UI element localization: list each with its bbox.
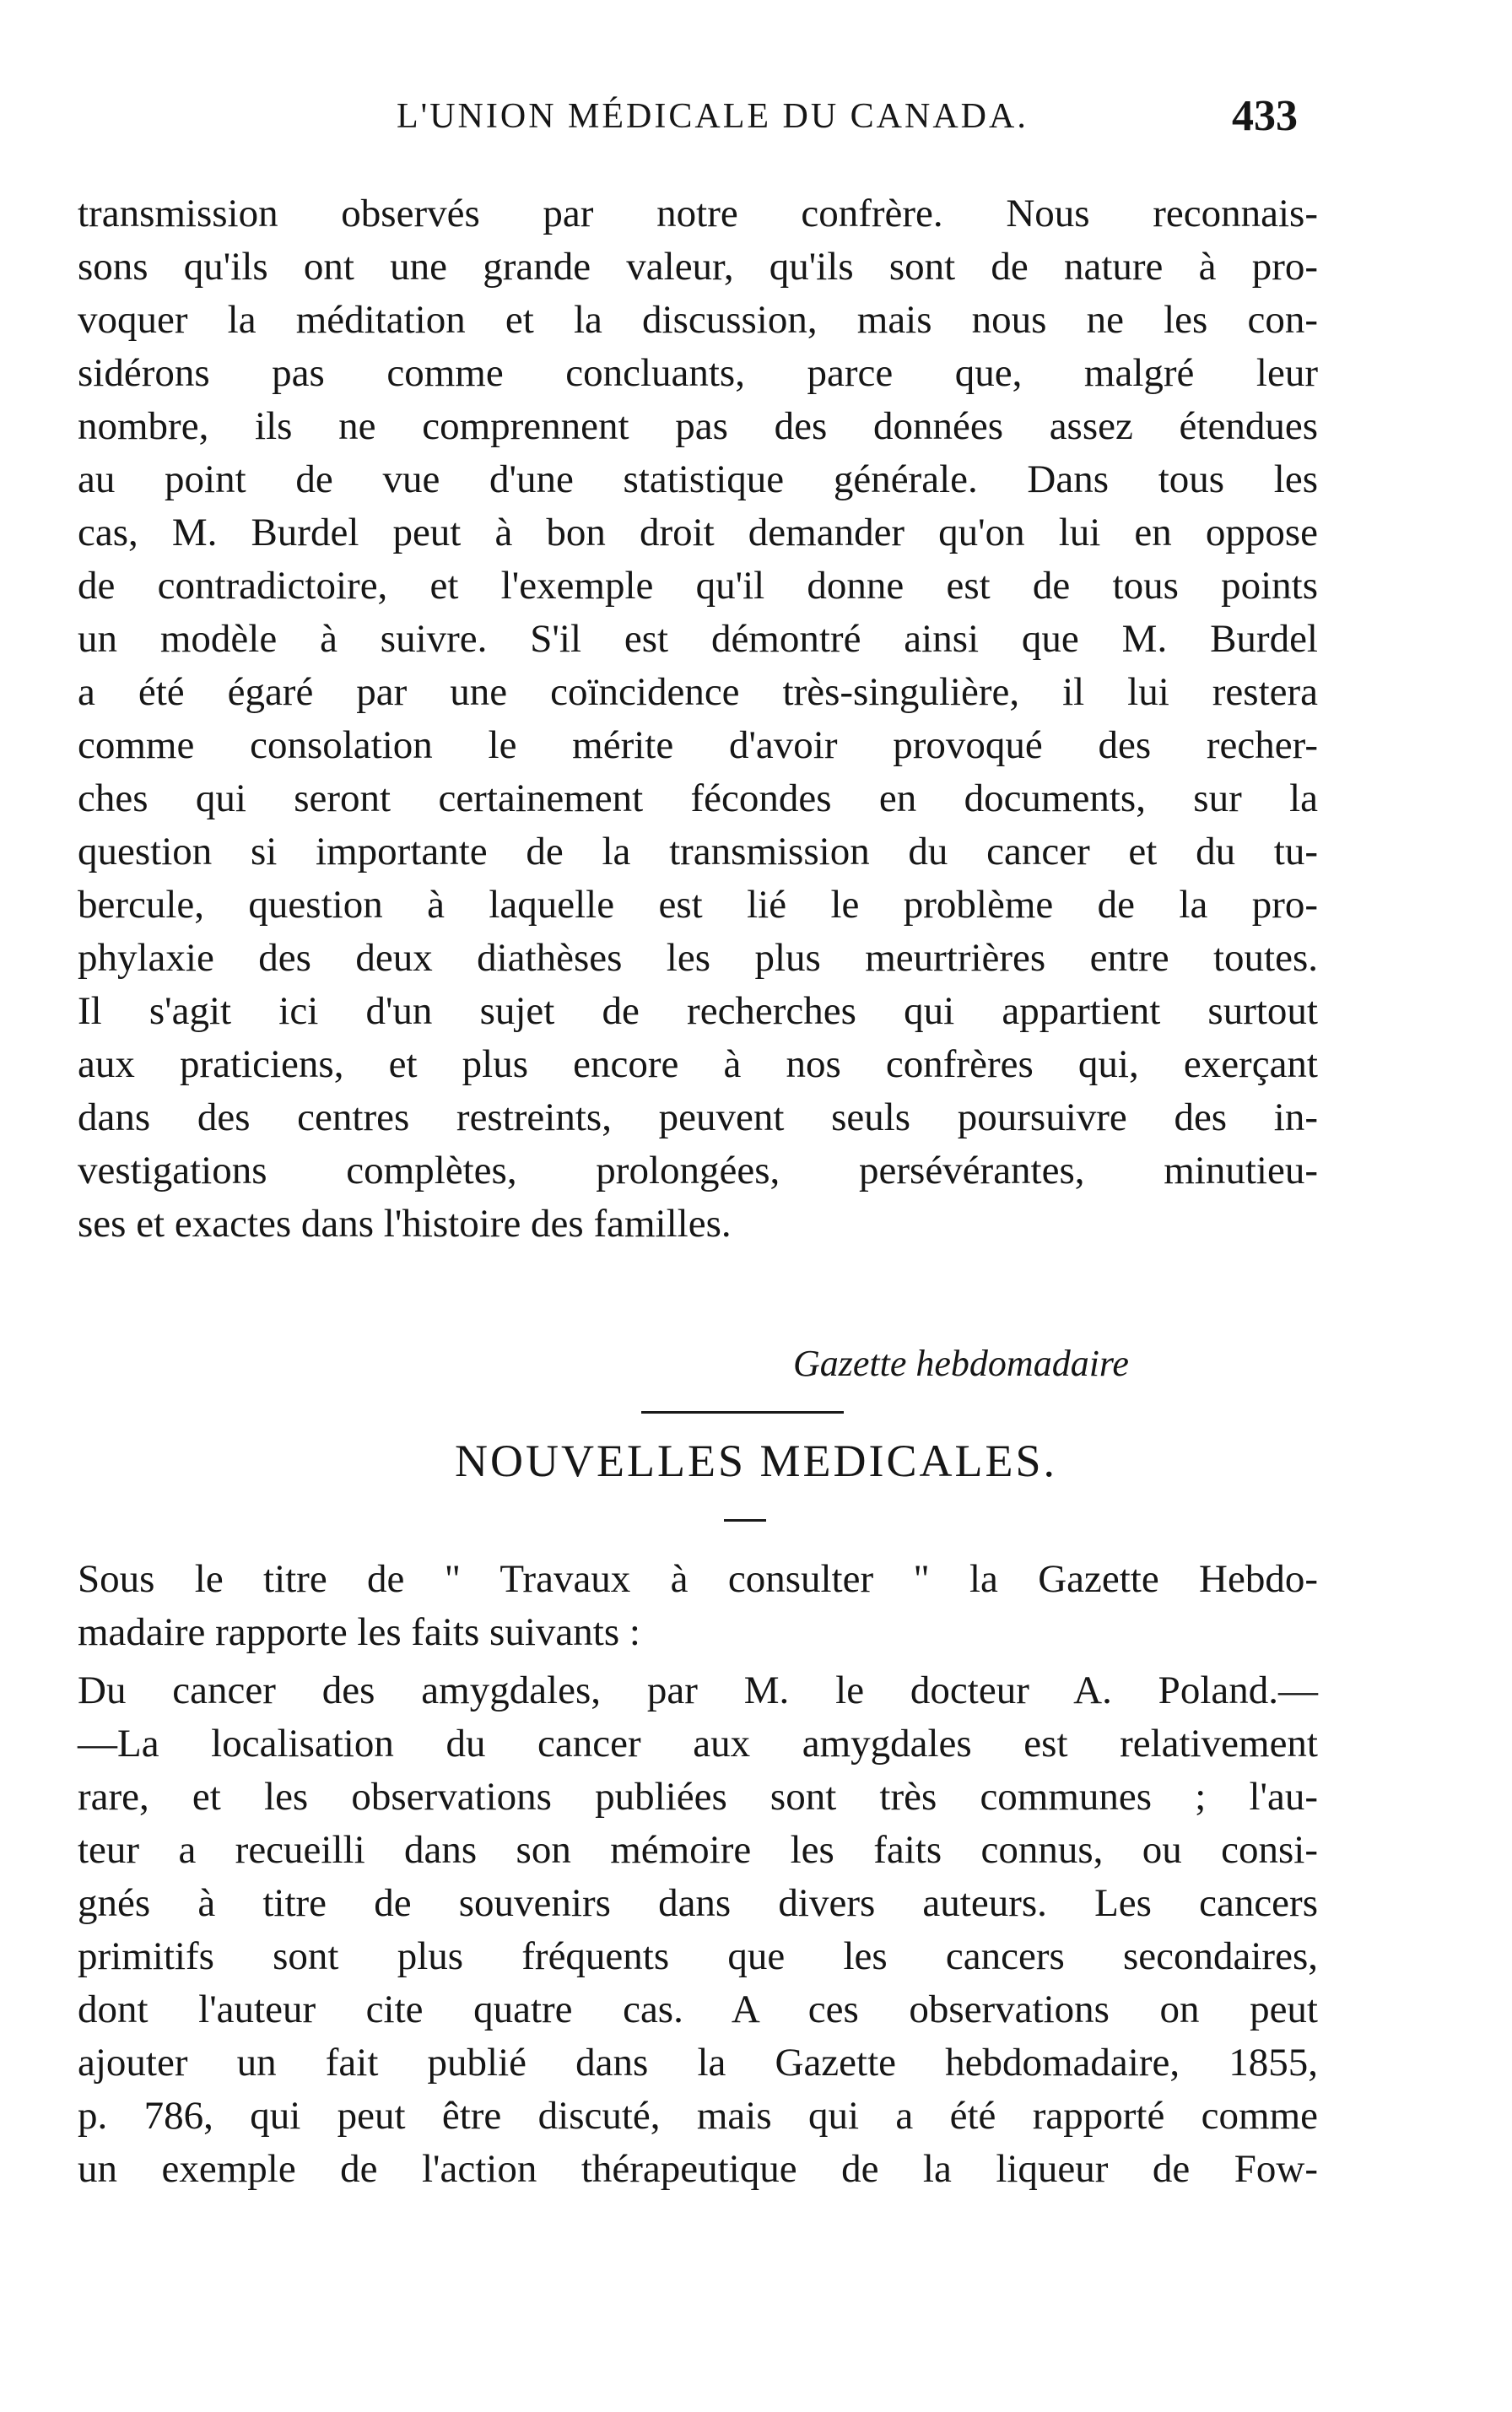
text-line: comme consolation le mérite d'avoir provoqué des recher- xyxy=(78,723,1318,767)
text-line: bercule, question à laquelle est lié le problème de la pro- xyxy=(78,883,1318,927)
text-line: cas, M. Burdel peut à bon droit demander qu'on lui en oppose xyxy=(78,511,1318,554)
text-line: sons qu'ils ont une grande valeur, qu'ils sont de nature à pro- xyxy=(78,245,1318,289)
title-underline xyxy=(724,1519,766,1522)
section-divider xyxy=(641,1411,844,1414)
text-line: ses et exactes dans l'histoire des familles. xyxy=(78,1202,732,1246)
text-line: Sous le titre de " Travaux à consulter " la Gazette Hebdo- xyxy=(78,1557,1318,1601)
text-line: teur a recueilli dans son mémoire les faits connus, ou consi- xyxy=(78,1828,1318,1872)
text-line: Il s'agit ici d'un sujet de recherches qui appartient surtout xyxy=(78,989,1318,1033)
text-line: aux praticiens, et plus encore à nos confrères qui, exerçant xyxy=(78,1042,1318,1086)
text-line: transmission observés par notre confrère. Nous reconnais- xyxy=(78,192,1318,235)
text-line: ajouter un fait publié dans la Gazette hebdomadaire, 1855, xyxy=(78,2041,1318,2085)
section-title: NOUVELLES MEDICALES. xyxy=(455,1436,1057,1486)
text-line: rare, et les observations publiées sont très communes ; l'au- xyxy=(78,1775,1318,1819)
text-line: dont l'auteur cite quatre cas. A ces observations on peut xyxy=(78,1987,1318,2031)
text-line: ches qui seront certainement fécondes en documents, sur la xyxy=(78,776,1318,820)
text-line: question si importante de la transmission du cancer et du tu- xyxy=(78,830,1318,873)
text-line: primitifs sont plus fréquents que les cancers secondaires, xyxy=(78,1934,1318,1978)
text-line: de contradictoire, et l'exemple qu'il donne est de tous points xyxy=(78,564,1318,608)
text-line: gnés à titre de souvenirs dans divers auteurs. Les cancers xyxy=(78,1881,1318,1925)
running-title: L'UNION MÉDICALE DU CANADA. xyxy=(397,97,1029,136)
text-line: sidérons pas comme concluants, parce que, malgré leur xyxy=(78,351,1318,395)
paragraph-intro xyxy=(78,1553,1318,1659)
running-head xyxy=(76,91,1325,142)
text-line: phylaxie des deux diathèses les plus meurtrières entre toutes. xyxy=(78,936,1318,980)
text-line: un exemple de l'action thérapeutique de la liqueur de Fow- xyxy=(78,2147,1318,2191)
text-line: p. 786, qui peut être discuté, mais qui a été rapporté comme xyxy=(78,2094,1318,2138)
text-line: vestigations complètes, prolongées, persévérantes, minutieu- xyxy=(78,1149,1318,1192)
page-number: 433 xyxy=(1232,92,1298,140)
text-line: au point de vue d'une statistique générale. Dans tous les xyxy=(78,457,1318,501)
text-line: —La localisation du cancer aux amygdales est relativement xyxy=(78,1722,1318,1766)
text-line: nombre, ils ne comprennent pas des données assez étendues xyxy=(78,404,1318,448)
text-line: un modèle à suivre. S'il est démontré ainsi que M. Burdel xyxy=(78,617,1318,661)
text-line: voquer la méditation et la discussion, mais nous ne les con- xyxy=(78,298,1318,342)
source-attribution: Gazette hebdomadaire xyxy=(793,1343,1129,1384)
text-line: madaire rapporte les faits suivants : xyxy=(78,1610,640,1654)
paragraph-transmission xyxy=(78,187,1318,1251)
text-line: Du cancer des amygdales, par M. le docteur A. Poland.— xyxy=(78,1668,1318,1712)
text-line: dans des centres restreints, peuvent seuls poursuivre des in- xyxy=(78,1095,1318,1139)
text-line: a été égaré par une coïncidence très-singulière, il lui restera xyxy=(78,670,1318,714)
paragraph-tonsil-cancer xyxy=(78,1664,1318,2196)
